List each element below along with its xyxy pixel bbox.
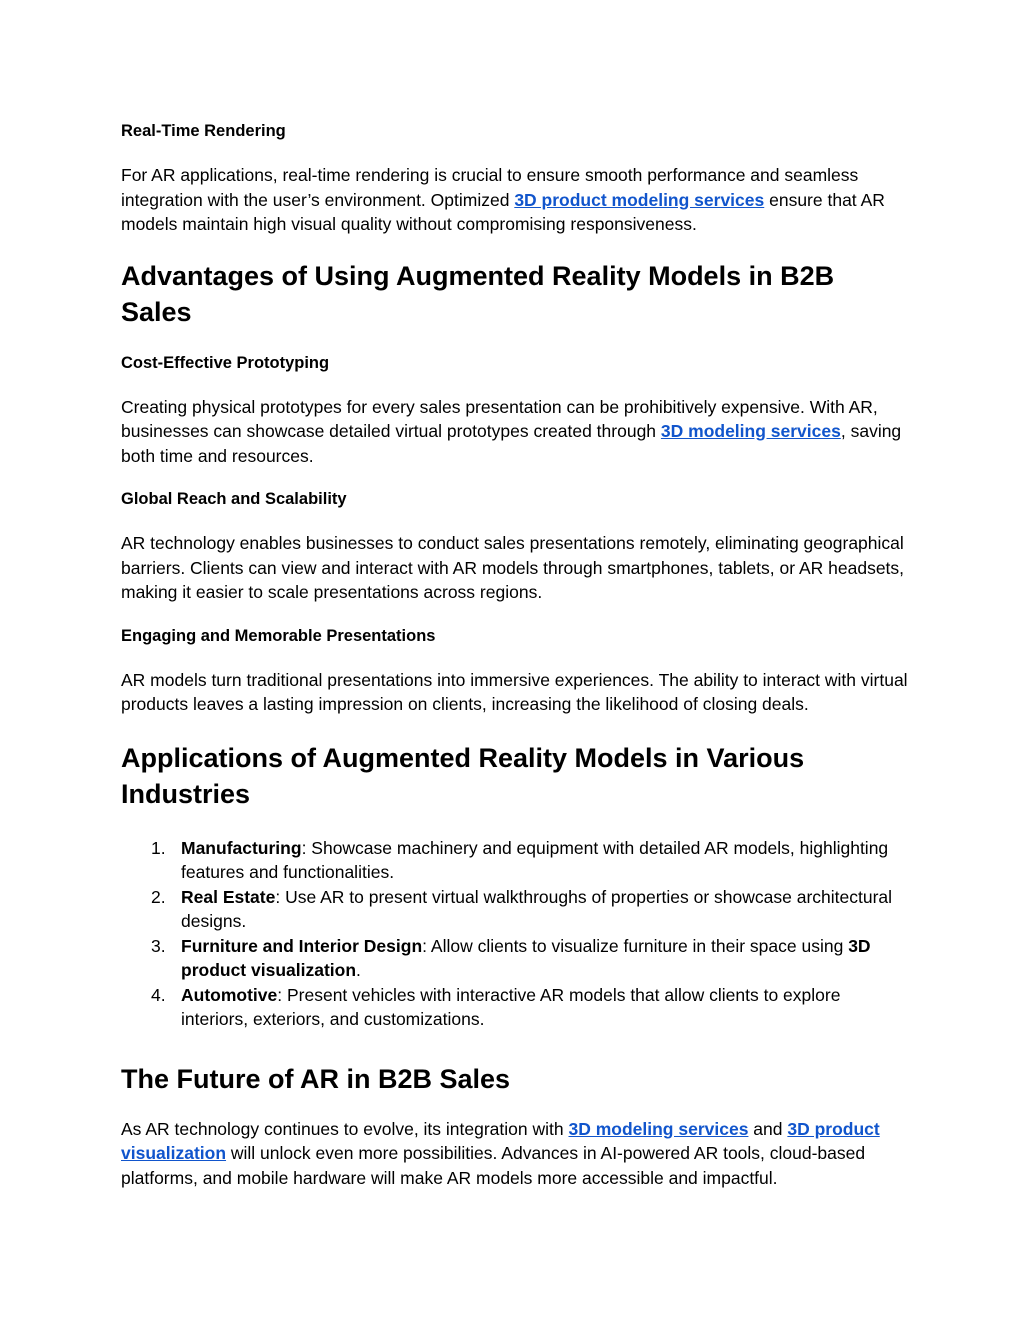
paragraph-realtime-rendering: [121, 163, 911, 237]
list-item-term: Automotive: [181, 984, 278, 1005]
link-3d-modeling-services[interactable]: 3D modeling services: [568, 1118, 749, 1139]
paragraph-text: Creating physical prototypes for every sales presentation can be prohibitively expensive. With AR, businesses can showcase detailed virtual prototypes created through: [121, 396, 878, 441]
paragraph-text: As AR technology continues to evolve, its integration with: [121, 1118, 569, 1139]
list-item-text: : Present vehicles with interactive AR models that allow clients to explore interiors, exteriors, and customizations.: [181, 984, 841, 1029]
heading-future: The Future of AR in B2B Sales: [121, 1063, 511, 1094]
subheading-global-reach: Global Reach and Scalability: [121, 490, 347, 508]
heading-advantages: Advantages of Using Augmented Reality Models in B2B Sales: [121, 260, 835, 327]
document-page: [121, 118, 911, 1190]
paragraph-text: will unlock even more possibilities. Advances in AI-powered AR tools, cloud-based platforms, and mobile hardware will make AR models more accessible and impactful.: [121, 1143, 866, 1188]
paragraph-global-reach: AR technology enables businesses to conduct sales presentations remotely, eliminating geographical barriers. Clients can view and interact with AR models through smartphones, tablets, or AR headsets, making it easier to scale presentations across regions.: [121, 533, 905, 602]
list-item-text: .: [356, 960, 361, 980]
list-item: [121, 983, 911, 1032]
paragraph-engaging-presentations: AR models turn traditional presentations into immersive experiences. The ability to interact with virtual products leaves a lasting impression on clients, increasing the likelihood of closing deals.: [121, 669, 908, 714]
paragraph-text: , saving both time and resources.: [121, 421, 902, 466]
paragraph-cost-effective-prototyping: [121, 395, 911, 469]
list-item-text: : Showcase machinery and equipment with detailed AR models, highlighting features and functionalities.: [181, 837, 889, 882]
list-item-bold-text: 3D product visualization: [181, 935, 871, 980]
link-3d-modeling-services[interactable]: 3D modeling services: [660, 421, 841, 441]
paragraph-text: and: [748, 1118, 788, 1139]
list-number: 1.: [151, 837, 166, 858]
list-item-term: Real Estate: [181, 886, 276, 907]
list-item-text: : Allow clients to visualize furniture in their space using: [422, 935, 849, 956]
link-3d-product-visualization[interactable]: 3D product visualization: [121, 1118, 880, 1163]
link-3d-product-modeling-services[interactable]: 3D product modeling services: [514, 189, 765, 210]
heading-applications: Applications of Augmented Reality Models in Various Industries: [121, 742, 805, 809]
list-item: [121, 934, 911, 983]
list-number: 4.: [151, 984, 166, 1005]
list-item-term: Furniture and Interior Design: [181, 935, 423, 956]
paragraph-future: [121, 1117, 911, 1191]
subheading-cost-effective-prototyping: Cost-Effective Prototyping: [121, 353, 330, 372]
list-item-text: : Use AR to present virtual walkthroughs of properties or showcase architectural designs.: [181, 886, 893, 931]
paragraph-text: For AR applications, real-time rendering is crucial to ensure smooth performance and seamless integration with the user’s environment. Optimized: [121, 165, 859, 210]
subheading-engaging-presentations: Engaging and Memorable Presentations: [121, 626, 436, 645]
list-item-term: Manufacturing: [181, 837, 302, 858]
paragraph-text: ensure that AR models maintain high visual quality without compromising responsiveness.: [121, 189, 885, 234]
list-item: [121, 836, 911, 885]
section-heading-realtime-rendering: Real-Time Rendering: [121, 122, 286, 140]
list-number: 2.: [151, 886, 166, 907]
applications-list: [121, 836, 911, 1032]
list-item: [121, 885, 911, 934]
list-number: 3.: [151, 935, 166, 956]
